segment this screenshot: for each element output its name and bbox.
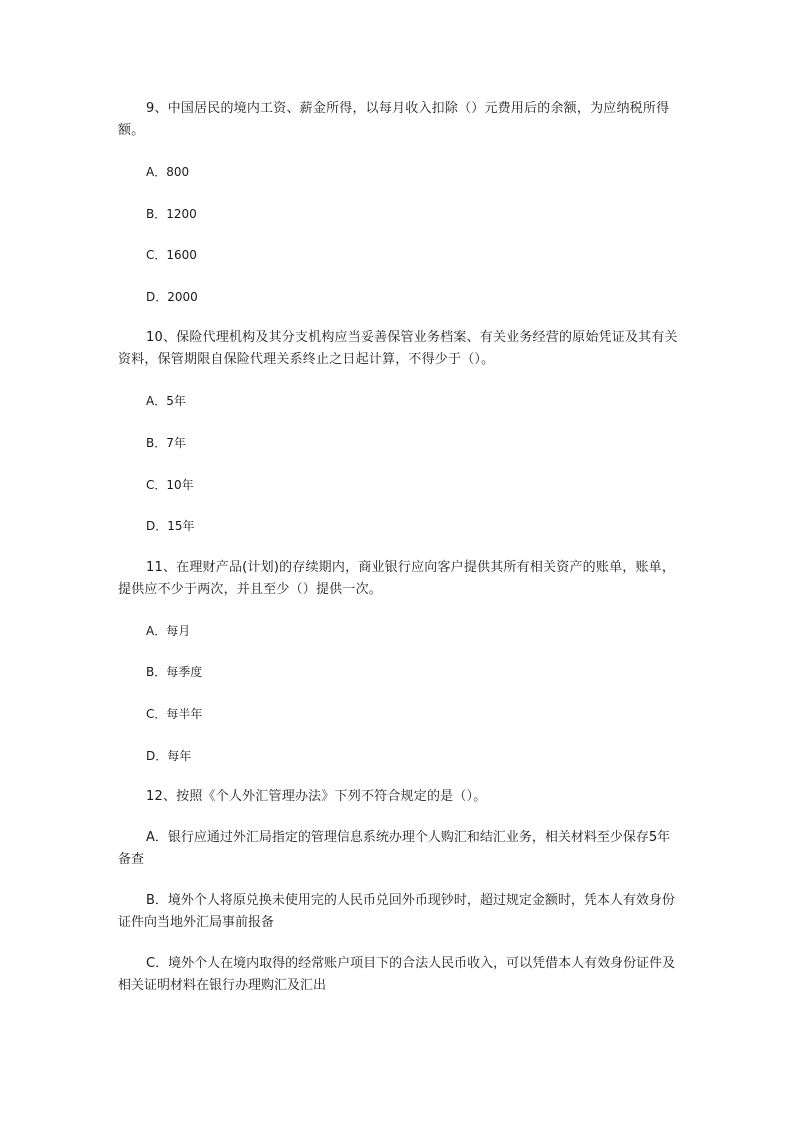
option-d: D．2000 [146,289,198,304]
question-10 [118,327,678,537]
option-b: B．1200 [146,206,197,221]
question-12 [118,786,678,997]
option-a: A．800 [146,165,190,179]
option-a: A．银行应通过外汇局指定的管理信息系统办理个人购汇和结汇业务，相关材料至少保存5年备查 [118,830,671,868]
option-d: D．每年 [146,748,192,763]
option-b: B．7年 [146,435,186,450]
option-d: D．15年 [146,519,195,534]
option-a: A．5年 [146,394,186,409]
question-text: 11、在理财产品(计划)的存续期内，商业银行应向客户提供其所有相关资产的账单，账单，提供应不少于两次，并且至少（）提供一次。 [118,559,676,597]
option-c: C．境外个人在境内取得的经常账户项目下的合法人民币收入，可以凭借本人有效身份证件及相关证明材料在银行办理购汇及汇出 [118,956,676,994]
option-b: B．境外个人将原兑换未使用完的人民币兑回外币现钞时，超过规定金额时，凭本人有效身份证件向当地外汇局事前报备 [118,893,675,931]
option-c: C．每半年 [146,706,203,721]
question-text: 9、中国居民的境内工资、薪金所得，以每月收入扣除（）元费用后的余额，为应纳税所得额。 [118,101,670,138]
question-9 [118,98,678,308]
option-c: C．10年 [146,477,194,492]
option-c: C．1600 [146,248,197,263]
question-11 [118,557,678,767]
question-text: 12、按照《个人外汇管理办法》下列不符合规定的是（）。 [146,789,487,805]
document-page [118,98,678,1016]
option-a: A．每月 [146,623,191,638]
option-b: B．每季度 [146,665,203,680]
question-text: 10、保险代理机构及其分支机构应当妥善保管业务档案、有关业务经营的原始凭证及其有关资料，保管期限自保险代理关系终止之日起计算，不得少于（）。 [118,330,678,368]
